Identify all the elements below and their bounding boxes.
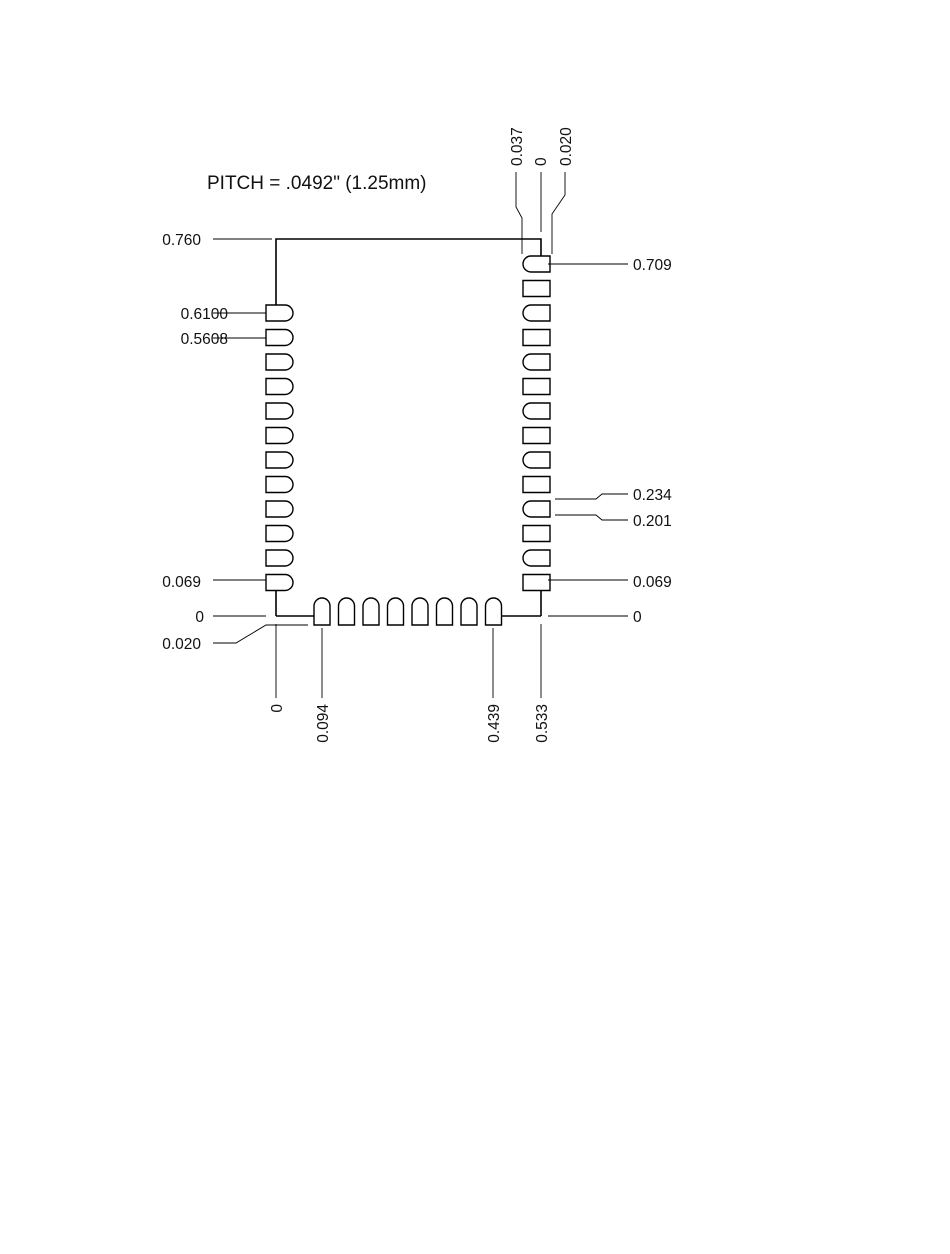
left-pad xyxy=(266,575,293,591)
right-pad xyxy=(523,379,550,395)
label-right-last-pin: 0.069 xyxy=(633,574,672,591)
label-top-offset-a: 0.037 xyxy=(509,127,526,166)
right-pad xyxy=(523,354,550,370)
left-pad-column xyxy=(266,305,293,591)
left-pad xyxy=(266,477,293,493)
left-pad xyxy=(266,501,293,517)
left-pad xyxy=(266,403,293,419)
label-top-zero: 0 xyxy=(533,157,550,166)
bottom-pad xyxy=(339,598,355,625)
bottom-pad xyxy=(486,598,502,625)
bottom-pad xyxy=(363,598,379,625)
right-pad xyxy=(523,330,550,346)
bottom-pad-row xyxy=(314,598,502,625)
left-pad xyxy=(266,452,293,468)
right-pad xyxy=(523,305,550,321)
right-pad xyxy=(523,501,550,517)
label-bottom-width: 0.533 xyxy=(534,704,551,743)
left-pad xyxy=(266,379,293,395)
right-pad-column xyxy=(523,256,550,591)
right-pad xyxy=(523,452,550,468)
label-bottom-zero: 0 xyxy=(269,704,286,713)
label-height-0760: 0.760 xyxy=(162,232,201,249)
right-pad xyxy=(523,477,550,493)
pitch-title: PITCH = .0492" (1.25mm) xyxy=(207,173,427,194)
bottom-pad xyxy=(412,598,428,625)
label-pin1-center: 0.5608 xyxy=(180,331,228,348)
right-pad xyxy=(523,428,550,444)
label-bottom-first-pin: 0.094 xyxy=(315,704,332,743)
bottom-pad xyxy=(437,598,453,625)
right-pad xyxy=(523,575,550,591)
label-right-zero: 0 xyxy=(633,609,642,626)
board-outline xyxy=(276,239,541,616)
left-pad xyxy=(266,354,293,370)
right-pad xyxy=(523,550,550,566)
right-pad xyxy=(523,256,550,272)
label-right-pin-top: 0.234 xyxy=(633,487,672,504)
bottom-pad xyxy=(461,598,477,625)
bottom-pad xyxy=(388,598,404,625)
left-pad xyxy=(266,550,293,566)
label-bottom-last-pin: 0.439 xyxy=(486,704,503,743)
right-pad xyxy=(523,281,550,297)
label-left-last-pin: 0.069 xyxy=(162,574,201,591)
label-top-offset-b: 0.020 xyxy=(558,127,575,166)
label-left-offset: 0.020 xyxy=(162,636,201,653)
left-pad xyxy=(266,305,293,321)
label-right-first-pin: 0.709 xyxy=(633,257,672,274)
left-pad xyxy=(266,428,293,444)
label-right-pin-bottom: 0.201 xyxy=(633,513,672,530)
label-pin1-top: 0.6100 xyxy=(180,306,228,323)
bottom-pad xyxy=(314,598,330,625)
right-pad xyxy=(523,526,550,542)
label-left-zero: 0 xyxy=(195,609,204,626)
left-pad xyxy=(266,526,293,542)
right-pad xyxy=(523,403,550,419)
left-pad xyxy=(266,330,293,346)
